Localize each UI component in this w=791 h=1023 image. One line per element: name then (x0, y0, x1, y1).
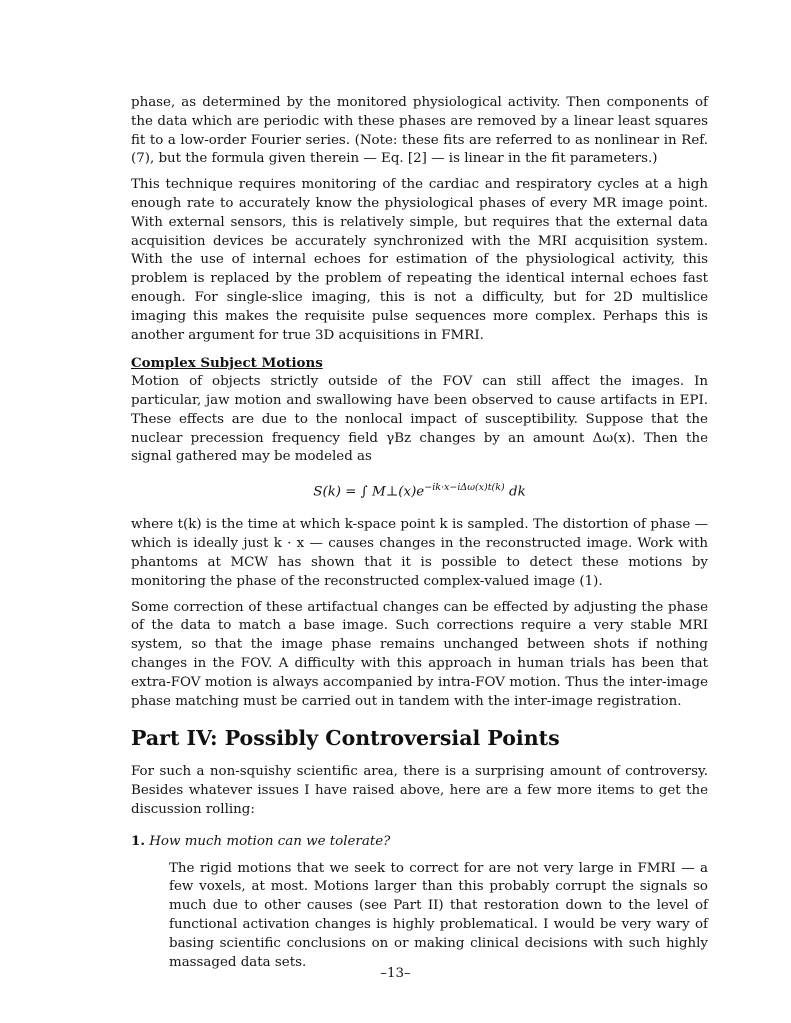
paragraph-complex-motions: Motion of objects strictly outside of the FOV can still affect the images. In particular, jaw motion and swallowing have been observed to cause artifacts in EPI. These effects are due to the nonlocal impact of susceptibility. Suppose that the nuclear precession frequency field γBz changes by an amount Δω(x). Then the signal gathered may be modeled as (131, 374, 708, 465)
list-item-title (131, 832, 708, 852)
signal-equation (131, 479, 708, 502)
list-item-body: The rigid motions that we seek to correct for are not very large in FMRI — a few voxels, at most. Motions larger than this probably corrupt the signals so much due to other causes (see Part II) that restoration down to the level of functional activation changes is highly problematical. I would be very wary of basing scientific conclusions on or making clinical decisions with such highly massaged data sets. (169, 860, 708, 970)
equation-lhs: S(k) = ∫ M⊥(x)e (313, 484, 425, 500)
paragraph-part-intro: For such a non-squishy scientific area, there is a surprising amount of controversy. Besides whatever issues I have raised above, here are a few more items to get the discussion rolling: (131, 764, 708, 817)
equation-rhs: dk (504, 484, 526, 500)
list-item-number: 1. (131, 832, 145, 849)
paragraph-after-equation: where t(k) is the time at which k-space point k is sampled. The distortion of phase — which is ideally just k · x — causes changes in the reconstructed image. Work with phantoms at MCW has shown that it is possible to detect these motions by monitoring the phase of the reconstructed complex-valued image (1). (131, 517, 708, 589)
paragraph-continued: phase, as determined by the monitored physiological activity. Then components of the data which are periodic with these phases are removed by a linear least squares fit to a low-order Fourier series. (Note: these fits are referred to as nonlinear in Ref. (7), but the formula given therein — Eq. [2] — is linear in the fit parameters.) (131, 95, 708, 167)
page-content (131, 94, 708, 979)
paragraph-correction: Some correction of these artifactual changes can be effected by adjusting the phase of the data to match a base image. Such corrections require a very stable MRI system, so that the image phase remains unchanged between shots if nothing changes in the FOV. A difficulty with this approach in human trials has been that extra-FOV motion is always accompanied by intra-FOV motion. Thus the inter-image phase matching must be carried out in tandem with the inter-image registration. (131, 599, 708, 709)
subsection-heading: Complex Subject Motions (131, 355, 323, 372)
list-item-question: How much motion can we tolerate? (149, 833, 391, 849)
paragraph-monitoring: This technique requires monitoring of the cardiac and respiratory cycles at a high enough rate to accurately know the physiological phases of every MR image point. With external sensors, this is relatively simple, but requires that the external data acquisition devices be accurately synchronized with the MRI acquisition system. With the use of internal echoes for estimation of the physiological activity, this problem is replaced by the problem of repeating the identical internal echoes fast enough. For single-slice imaging, this is not a difficulty, but for 2D multislice imaging this makes the requisite pulse sequences more complex. Perhaps this is another argument for true 3D acquisitions in FMRI. (131, 177, 708, 343)
equation-exponent: −ik·x−iΔω(x)t(k) (424, 482, 505, 494)
part-title: Part IV: Possibly Controversial Points (131, 726, 560, 751)
page-number: –13– (380, 966, 411, 981)
